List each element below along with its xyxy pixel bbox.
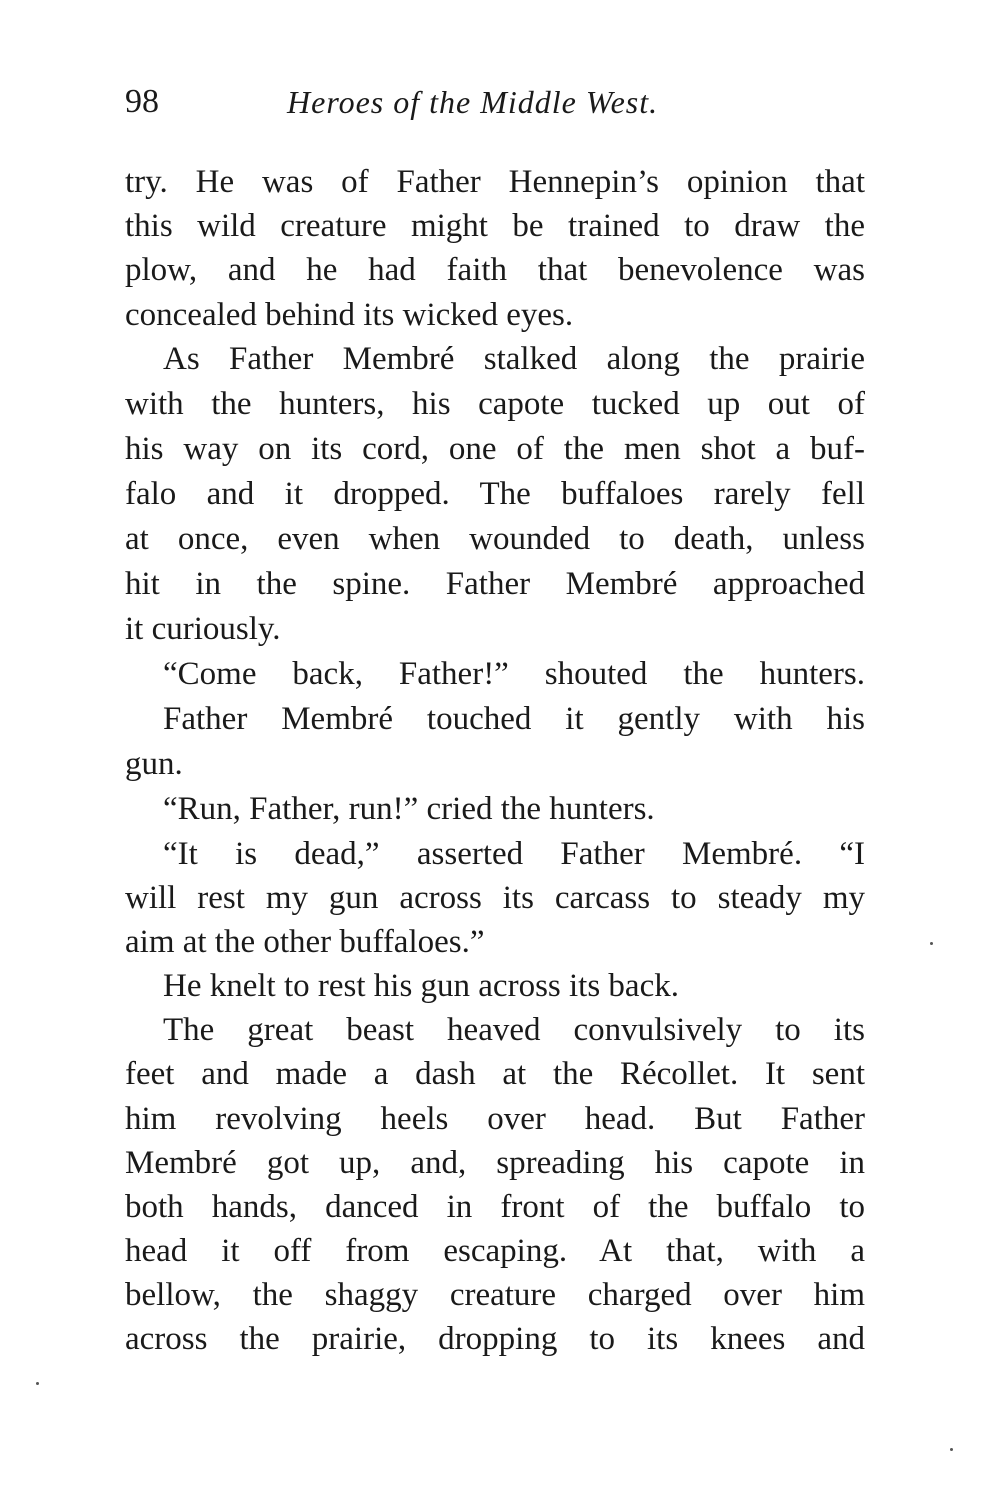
text-line: As Father Membré stalked along the prairie xyxy=(163,341,865,377)
text-line: at once, even when wounded to death, unless xyxy=(125,521,865,557)
page-number: 98 xyxy=(125,83,159,120)
text-line: feet and made a dash at the Récollet. It sent xyxy=(125,1056,865,1092)
text-line: hit in the spine. Father Membré approached xyxy=(125,566,865,602)
text-line: He knelt to rest his gun across its back. xyxy=(163,968,679,1004)
text-line: across the prairie, dropping to its knees and xyxy=(125,1321,865,1357)
scan-speck xyxy=(950,1448,953,1451)
text-line: aim at the other buffaloes.” xyxy=(125,924,485,960)
text-line: plow, and he had faith that benevolence was xyxy=(125,252,865,288)
text-line: try. He was of Father Hennepin’s opinion that xyxy=(125,164,865,200)
scan-speck xyxy=(36,1382,39,1385)
text-line: head it off from escaping. At that, with a xyxy=(125,1233,865,1269)
text-line: Father Membré touched it gently with his xyxy=(163,701,865,737)
text-line: Membré got up, and, spreading his capote in xyxy=(125,1145,865,1181)
text-line: this wild creature might be trained to draw the xyxy=(125,208,865,244)
scan-speck xyxy=(930,942,933,945)
text-line: gun. xyxy=(125,746,183,782)
text-line: his way on its cord, one of the men shot a buf- xyxy=(125,431,865,467)
running-title: Heroes of the Middle West. xyxy=(287,84,659,120)
text-line: it curiously. xyxy=(125,611,281,647)
page-header xyxy=(125,78,865,126)
text-line: falo and it dropped. The buffaloes rarely fell xyxy=(125,476,865,512)
text-line: concealed behind its wicked eyes. xyxy=(125,297,574,333)
text-line: “Come back, Father!” shouted the hunters. xyxy=(163,656,865,692)
text-line: will rest my gun across its carcass to steady my xyxy=(125,880,865,916)
text-line: The great beast heaved convulsively to its xyxy=(163,1012,865,1048)
text-line: with the hunters, his capote tucked up out of xyxy=(125,386,865,422)
text-line: “It is dead,” asserted Father Membré. “I xyxy=(163,836,865,872)
text-line: bellow, the shaggy creature charged over him xyxy=(125,1277,865,1313)
text-line: both hands, danced in front of the buffalo to xyxy=(125,1189,865,1225)
text-line: him revolving heels over head. But Father xyxy=(125,1101,865,1137)
text-line: “Run, Father, run!” cried the hunters. xyxy=(163,791,655,827)
